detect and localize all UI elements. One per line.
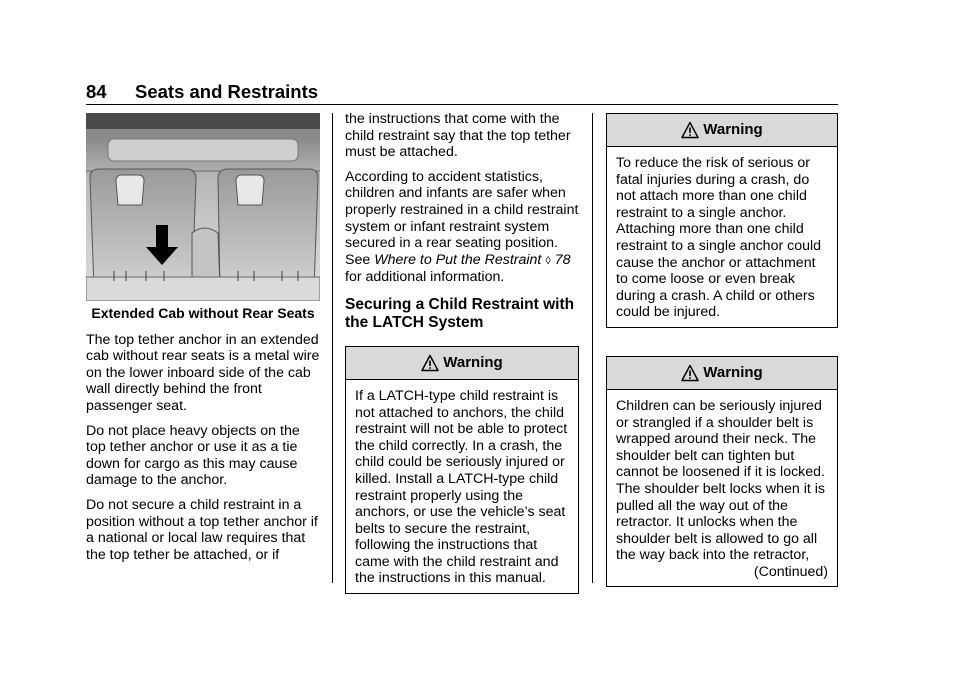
continued-label: (Continued) — [753, 563, 828, 580]
warning-text: Children can be seriously injured or strangled if a shoulder belt is wrapped around their neck. The shoulder belt can tighten but cannot be loosened if it is locked. The shoulder belt locks when it is pulled all the way out of the retractor. It unlocks when the shoulder belt is allowed to go all the way back into the retractor, — [616, 397, 826, 564]
cross-reference-link[interactable]: Where to Put the Restraint — [374, 251, 542, 268]
warning-title: Warning — [443, 353, 503, 371]
cab-illustration — [86, 113, 320, 301]
column-divider-right — [592, 113, 593, 583]
section-title: Seats and Restraints — [135, 81, 319, 102]
warning-icon — [681, 364, 699, 382]
warning-title: Warning — [703, 363, 763, 381]
column-divider-left — [332, 113, 333, 583]
warning-icon — [681, 121, 699, 139]
warning-box — [606, 113, 838, 328]
paragraph: the instructions that come with the child restraint say that the top tether must be attached. — [345, 111, 571, 161]
paragraph: Do not secure a child restraint in a position without a top tether anchor if a national or local law requires that the top tether be attached, or if — [86, 496, 318, 563]
page-number: 84 — [86, 81, 107, 102]
page-reference-icon: ◊ — [545, 254, 551, 267]
column-3 — [606, 113, 838, 587]
column-2 — [345, 111, 579, 594]
figure-caption: Extended Cab without Rear Seats — [91, 305, 315, 321]
warning-text: If a LATCH-type child restraint is not attached to anchors, the child restraint will not be able to protect the child correctly. In a crash, the child could be seriously injured or killed. Install a LATCH-type child restraint properly using the anchors, or use the vehicle’s seat belts to secure the restraint, following the instructions that came with the child restraint and the instructions in this manual. — [355, 387, 568, 587]
warning-icon — [421, 354, 439, 372]
paragraph: The top tether anchor in an extended cab without rear seats is a metal wire on the lower inboard side of the cab wall directly behind the front passenger seat. — [86, 331, 320, 414]
section-heading: Securing a Child Restraint with the LATCH System — [345, 295, 575, 331]
page-header — [86, 82, 838, 105]
warning-box — [345, 346, 579, 594]
warning-text: To reduce the risk of serious or fatal injuries during a crash, do not attach more than one child restraint to a single anchor. Attaching more than one child restraint to a single anchor could cause the anchor or attachment to come loose or even break during a crash. A child or others could be injured. — [616, 155, 822, 321]
paragraph: Do not place heavy objects on the top tether anchor or use it as a tie down for cargo as this may cause damage to the anchor. — [86, 422, 300, 489]
paragraph: According to accident statistics, children and infants are safer when properly restrained in a child restraint system or infant restraint system secured in a rear seating position. See Where to Put the Restraint ◊ 78 for additional information. — [345, 168, 579, 286]
warning-title: Warning — [703, 120, 763, 138]
warning-box — [606, 356, 838, 588]
cross-reference-page[interactable]: 78 — [554, 251, 571, 268]
column-1 — [86, 113, 320, 571]
